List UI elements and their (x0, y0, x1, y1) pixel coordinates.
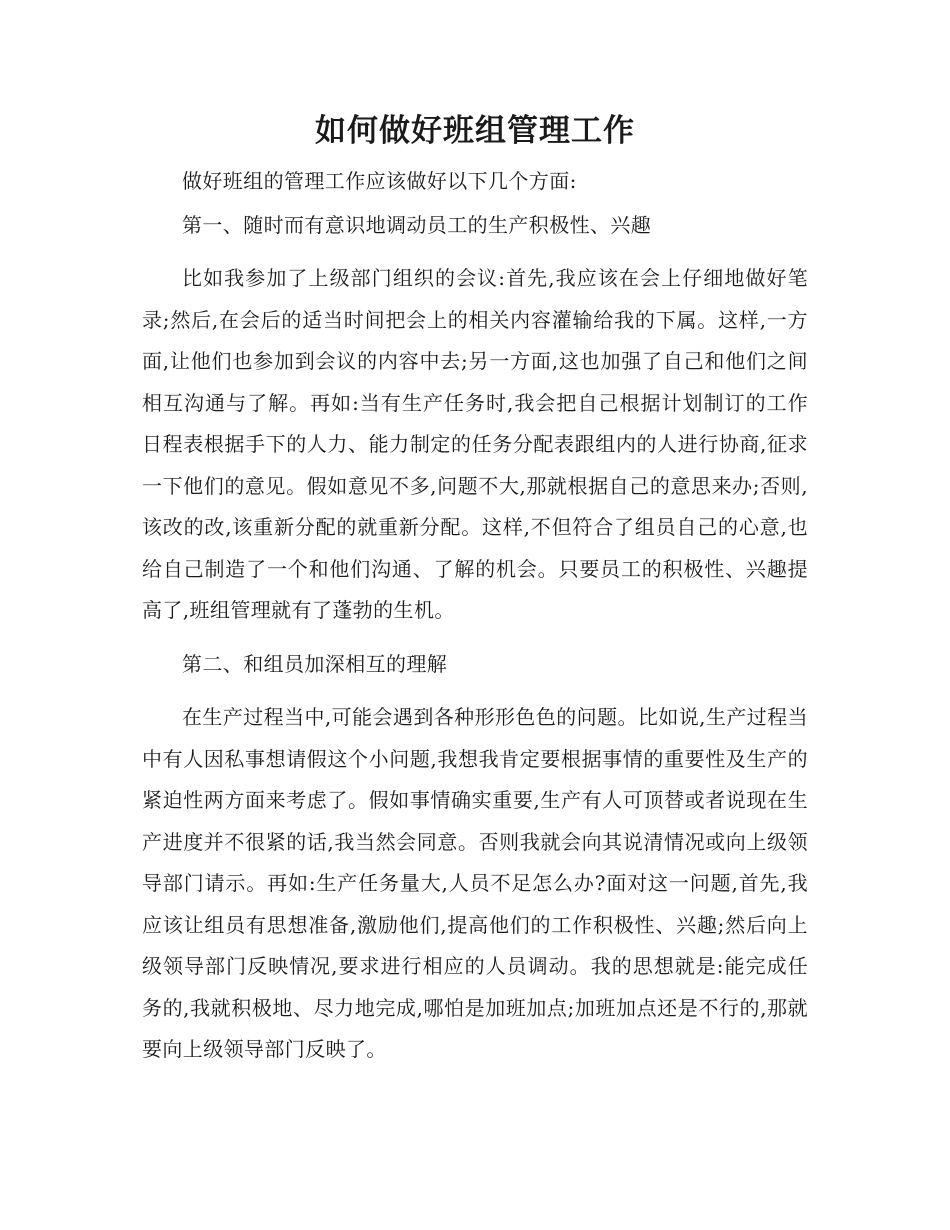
section-2-heading: 第二、和组员加深相互的理解 (182, 651, 448, 676)
section-2-paragraph: 在生产过程当中,可能会遇到各种形形色色的问题。比如说,生产过程当中有人因私事想请假这个小问题,我想我肯定要根据事情的重要性及生产的紧迫性两方面来考虑了。假如事情确实重要,生产有人可顶替或者说现在生产进度并不很紧的话,我当然会同意。否则我就会向其说清情况或向上级领导部门请示。再如:生产任务量大,人员不足怎么办?面对这一问题,首先,我应该让组员有思想准备,激励他们,提高他们的工作积极性、兴趣;然后向上级领导部门反映情况,要求进行相应的人员调动。我的思想就是:能完成任务的,我就积极地、尽力地完成,哪怕是加班加点;加班加点还是不行的,那就要向上级领导部门反映了。 (142, 705, 808, 1061)
section-1-heading: 第一、随时而有意识地调动员工的生产积极性、兴趣 (182, 212, 652, 237)
document-title: 如何做好班组管理工作 (315, 113, 635, 149)
document-body (142, 161, 808, 1083)
section-1-paragraph: 比如我参加了上级部门组织的会议:首先,我应该在会上仔细地做好笔录;然后,在会后的适当时间把会上的相关内容灌输给我的下属。这样,一方面,让他们也参加到会议的内容中去;另一方面,这也加强了自己和他们之间相互沟通与了解。再如:当有生产任务时,我会把自己根据计划制订的工作日程表根据手下的人力、能力制定的任务分配表跟组内的人进行协商,征求一下他们的意见。假如意见不多,问题不大,那就根据自己的意思来办;否则,该改的改,该重新分配的就重新分配。这样,不但符合了组员自己的心意,也给自己制造了一个和他们沟通、了解的机会。只要员工的积极性、兴趣提高了,班组管理就有了蓬勃的生机。 (142, 266, 808, 622)
intro-paragraph: 做好班组的管理工作应该做好以下几个方面: (182, 169, 577, 193)
